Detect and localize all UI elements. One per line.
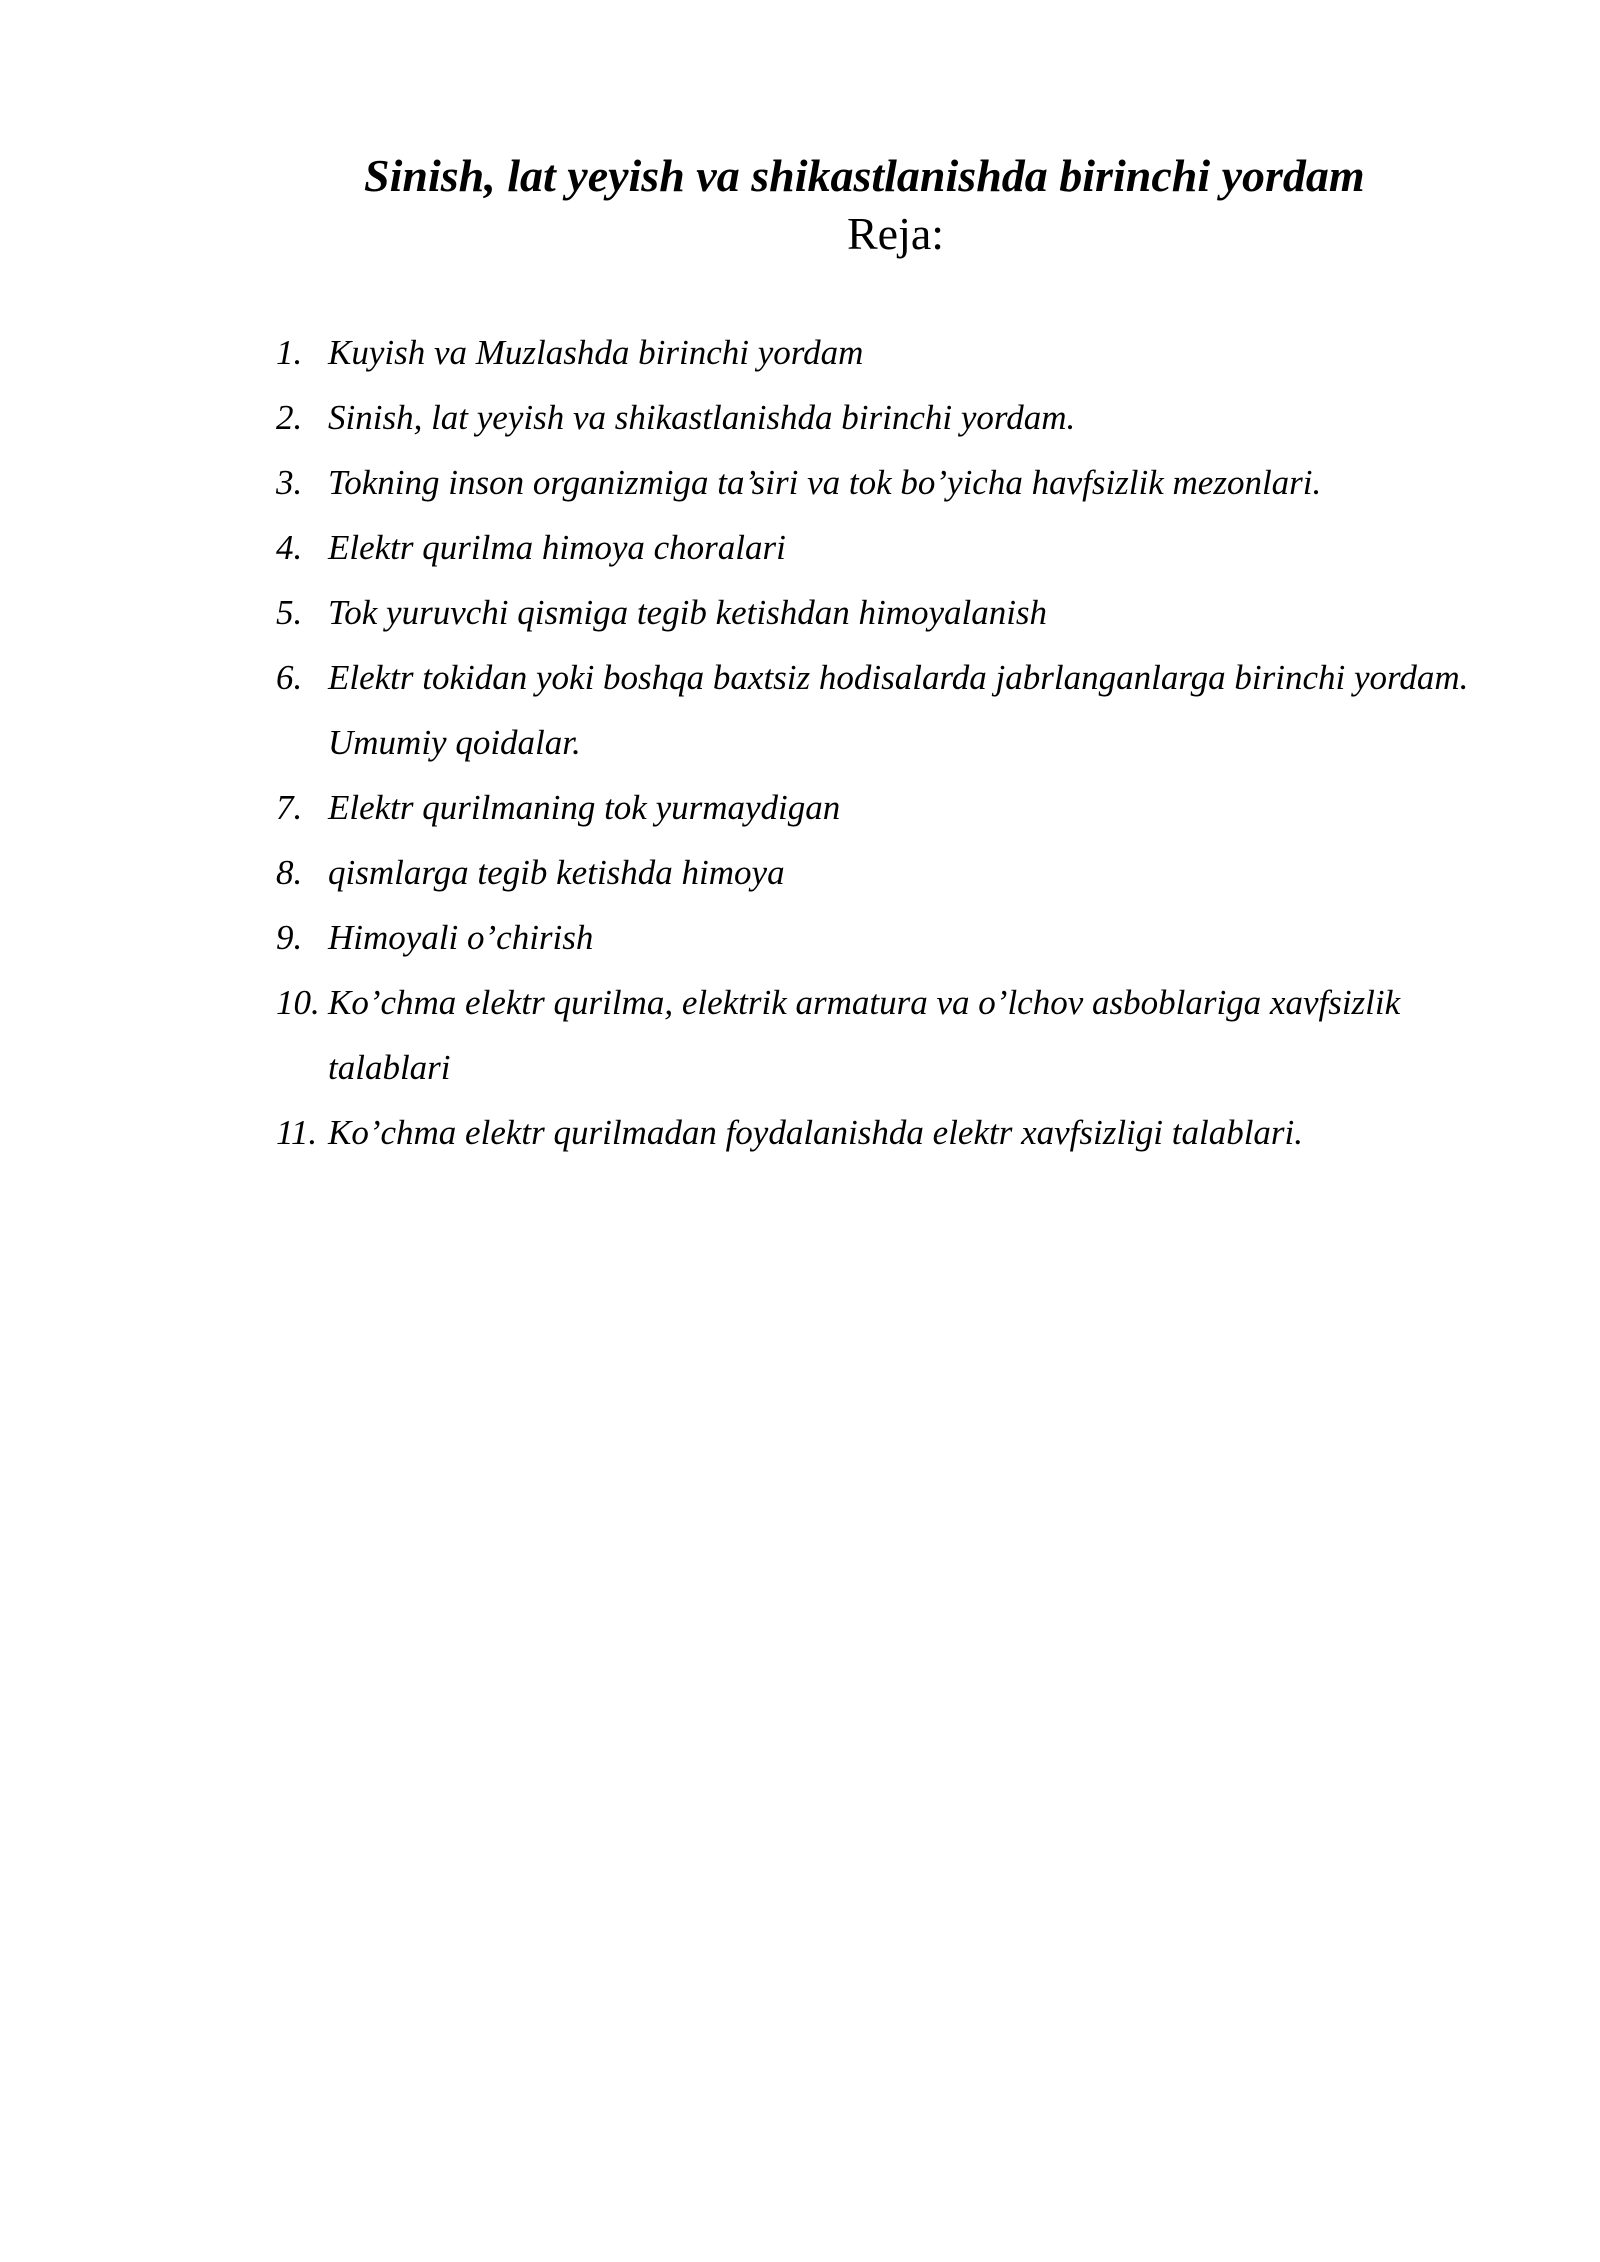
plan-item-text: Tok yuruvchi qismiga tegib ketishdan himoyalanish (328, 593, 1048, 632)
plan-item (276, 320, 1526, 385)
plan-item-number: 11. (276, 1113, 318, 1152)
plan-item-number: 2. (276, 398, 303, 437)
plan-item (276, 840, 1526, 905)
plan-item (276, 970, 1526, 1100)
plan-item-text: Elektr tokidan yoki boshqa baxtsiz hodisalarda jabrlanganlarga birinchi yordam. Umumiy qoidalar. (328, 658, 1469, 762)
plan-item (276, 775, 1526, 840)
plan-item (276, 515, 1526, 580)
plan-item-text: Elektr qurilma himoya choralari (328, 528, 786, 567)
plan-item (276, 645, 1526, 775)
plan-item (276, 385, 1526, 450)
plan-item-text: Ko’chma elektr qurilmadan foydalanishda elektr xavfsizligi talablari. (328, 1113, 1304, 1152)
plan-item-number: 4. (276, 528, 303, 567)
plan-item-text: Himoyali o’chirish (328, 918, 594, 957)
plan-item-number: 7. (276, 788, 303, 827)
plan-item-text: qismlarga tegib ketishda himoya (328, 853, 785, 892)
plan-item (276, 905, 1526, 970)
plan-item-number: 5. (276, 593, 303, 632)
plan-item-text: Ko’chma elektr qurilma, elektrik armatura va o’lchov asboblariga xavfsizlik talablari (328, 983, 1401, 1087)
plan-item (276, 580, 1526, 645)
plan-item (276, 1100, 1526, 1165)
page-title: Sinish, lat yeyish va shikastlanishda birinchi yordam (364, 150, 1365, 201)
plan-heading: Reja: (847, 208, 945, 259)
plan-item-number: 6. (276, 658, 303, 697)
plan-item-number: 8. (276, 853, 303, 892)
plan-item-text: Elektr qurilmaning tok yurmaydigan (328, 788, 841, 827)
plan-item-number: 10. (276, 983, 320, 1022)
plan-item-number: 1. (276, 333, 303, 372)
plan-item-text: Kuyish va Muzlashda birinchi yordam (328, 333, 864, 372)
plan-item-text: Sinish, lat yeyish va shikastlanishda birinchi yordam. (328, 398, 1076, 437)
plan-item (276, 450, 1526, 515)
plan-item-text: Tokning inson organizmiga ta’siri va tok bo’yicha havfsizlik mezonlari. (328, 463, 1322, 502)
plan-item-number: 3. (276, 463, 303, 502)
plan-item-number: 9. (276, 918, 303, 957)
plan-list (276, 320, 1526, 1165)
